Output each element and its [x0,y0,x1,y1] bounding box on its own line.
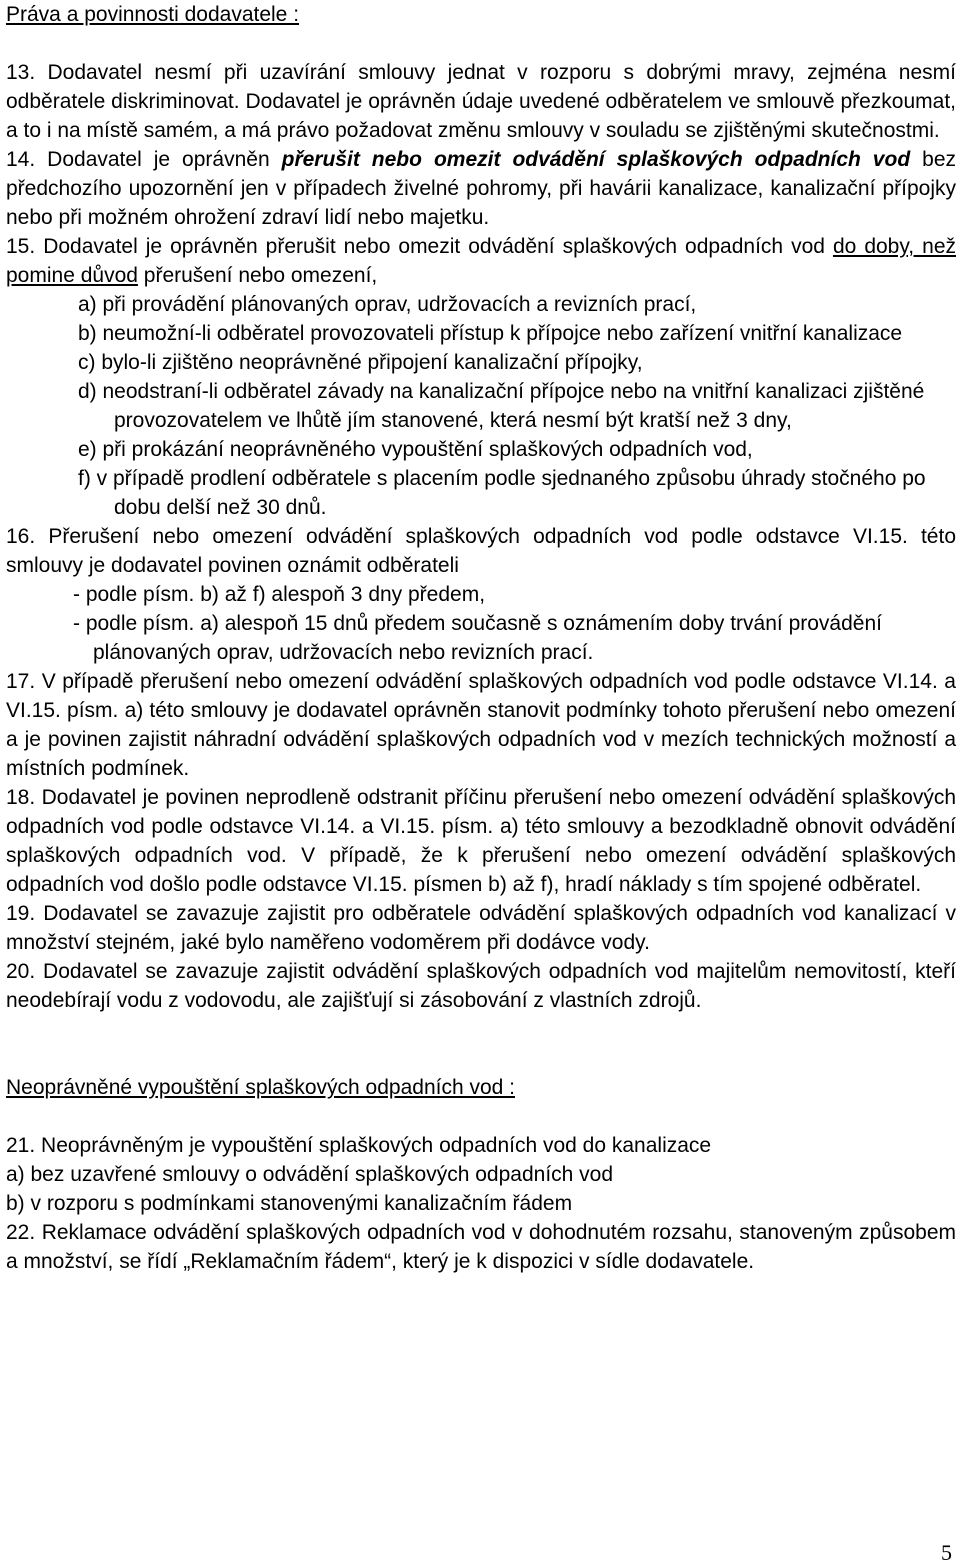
list-item-16-2: - podle písm. a) alespoň 15 dnů předem současně s oznámením doby trvání provádění plánovaných oprav, udržovacích nebo revizních prací. [73,612,882,664]
paragraph-21: 21. Neoprávněným je vypouštění splaškových odpadních vod do kanalizace [6,1134,712,1157]
list-item-15f: f) v případě prodlení odběratele s placením podle sjednaného způsobu úhrady stočného po dobu delší než 30 dnů. [78,467,926,519]
document-page [6,0,956,1276]
spacer [6,1102,956,1131]
page-number: 5 [941,1540,952,1565]
section-heading-unauthorized: Neoprávněné vypouštění splaškových odpadních vod : [6,1076,515,1099]
paragraph-20: 20. Dodavatel se zavazuje zajistit odvádění splaškových odpadních vod majitelům nemovitostí, kteří neodebírají vodu z vodovodu, ale zajišťují si zásobování z vlastních zdrojů. [6,960,956,1012]
paragraph-15-suffix: přerušení nebo omezení, [137,264,378,287]
paragraph-18: 18. Dodavatel je povinen neprodleně odstranit příčinu přerušení nebo omezení odvádění splaškových odpadních vod podle odstavce VI.14. a VI.15. písm. a) této smlouvy a bezodkladně obnovit odvádění splaškových odpadních vod. V případě, že k přerušení nebo omezení odvádění splaškových odpadních vod došlo podle odstavce VI.15. písmen b) až f), hradí náklady s tím spojené odběratel. [6,786,956,896]
spacer [6,1015,956,1073]
paragraph-15-prefix: 15. Dodavatel je oprávněn přerušit nebo omezit odvádění splaškových odpadních vod [6,235,833,258]
list-item-15d: d) neodstraní-li odběratel závady na kanalizační přípojce nebo na vnitřní kanalizaci zjištěné provozovatelem ve lhůtě jím stanovené, která nesmí být kratší než 3 dny, [78,380,925,432]
list-item-16-1: - podle písm. b) až f) alespoň 3 dny předem, [73,583,486,606]
paragraph-16: 16. Přerušení nebo omezení odvádění splaškových odpadních vod podle odstavce VI.15. této smlouvy je dodavatel povinen oznámit odběrateli [6,525,956,577]
list-item-21a: a) bez uzavřené smlouvy o odvádění splaškových odpadních vod [6,1163,614,1186]
paragraph-14-emphasis: přerušit nebo omezit odvádění splaškových odpadních vod [281,148,911,171]
section-heading-rights: Práva a povinnosti dodavatele : [6,3,300,26]
paragraph-13: 13. Dodavatel nesmí při uzavírání smlouvy jednat v rozporu s dobrými mravy, zejména nesmí odběratele diskriminovat. Dodavatel je oprávněn údaje uvedené odběratelem ve smlouvě přezkoumat, a to i na místě samém, a má právo požadovat změnu smlouvy v souladu se zjištěnými skutečnostmi. [6,61,956,142]
spacer [6,29,956,58]
paragraph-17: 17. V případě přerušení nebo omezení odvádění splaškových odpadních vod podle odstavce VI.14. a VI.15. písm. a) této smlouvy je dodavatel oprávněn stanovit podmínky tohoto přerušení nebo omezení a je povinen zajistit náhradní odvádění splaškových odpadních vod v mezích technických možností a místních podmínek. [6,670,956,780]
paragraph-14-suffix: bez předchozího upozornění jen v případech živelné pohromy, při havárii kanalizace, kanalizační přípojky nebo při možném ohrožení zdraví lidí nebo majetku. [6,148,957,229]
paragraph-19: 19. Dodavatel se zavazuje zajistit pro odběratele odvádění splaškových odpadních vod kanalizací v množství stejném, jaké bylo naměřeno vodoměrem při dodávce vody. [6,902,956,954]
list-item-15a: a) při provádění plánovaných oprav, udržovacích a revizních prací, [78,293,697,316]
paragraph-15 [6,232,956,290]
paragraph-22: 22. Reklamace odvádění splaškových odpadních vod v dohodnutém rozsahu, stanoveným způsobem a množství, se řídí „Reklamačním řádem“, který je k dispozici v sídle dodavatele. [6,1221,956,1273]
list-item-15e: e) při prokázání neoprávněného vypouštění splaškových odpadních vod, [78,438,753,461]
paragraph-14-prefix: 14. Dodavatel je oprávněn [6,148,282,171]
paragraph-15-underlined: do doby, než pomine důvod [6,235,956,287]
list-item-15b: b) neumožní-li odběratel provozovateli přístup k přípojce nebo zařízení vnitřní kanalizace [78,322,903,345]
paragraph-14 [6,145,956,232]
list-item-15c: c) bylo-li zjištěno neoprávněné připojení kanalizační přípojky, [78,351,643,374]
list-item-21b: b) v rozporu s podmínkami stanovenými kanalizačním řádem [6,1192,573,1215]
